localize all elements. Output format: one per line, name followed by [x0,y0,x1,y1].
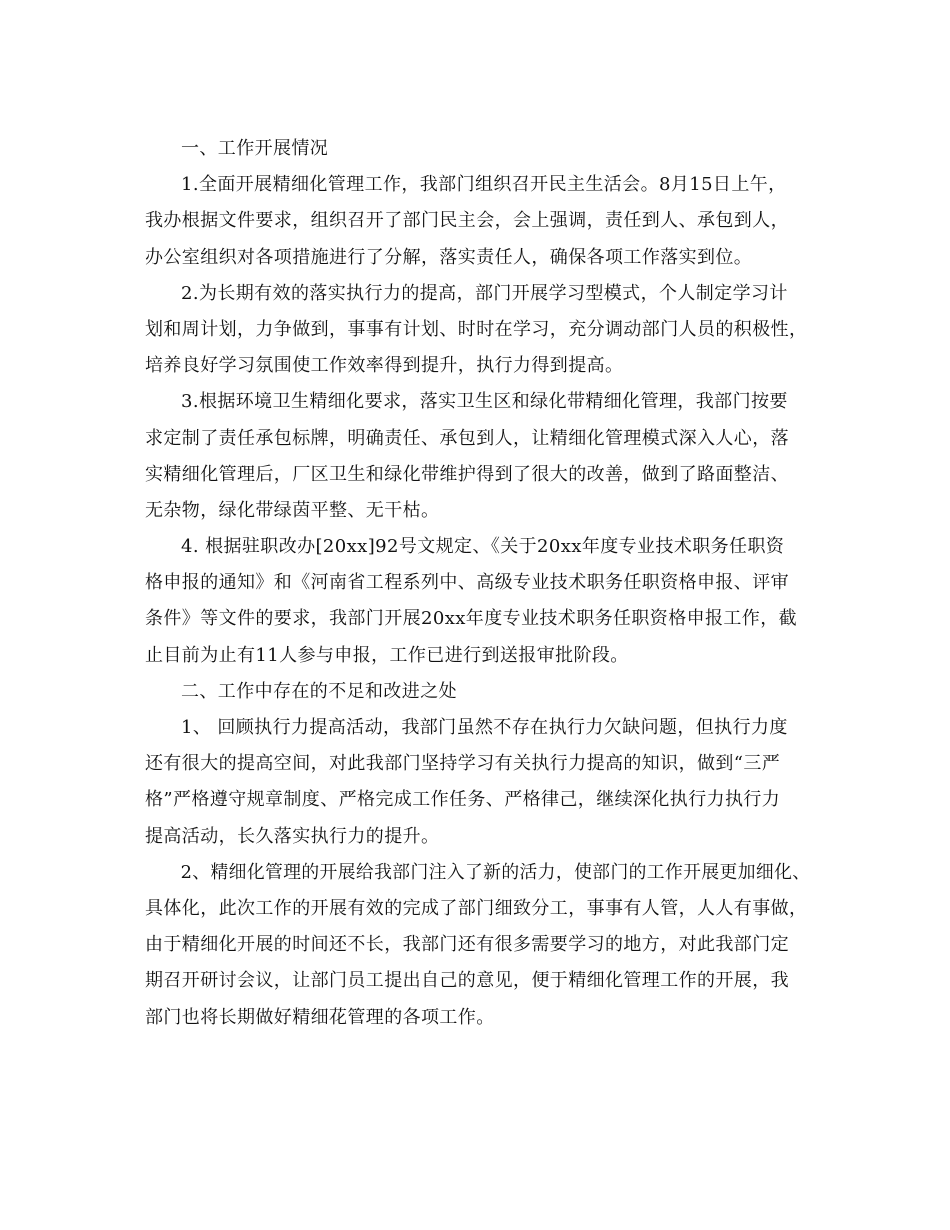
text-line: 期召开研讨会议，让部门员工提出自己的意见，便于精细化管理工作的开展，我 [145,970,789,992]
text-line: 办公室组织对各项措施进行了分解，落实责任人，确保各项工作落实到位。 [145,246,753,268]
text-line: 提高活动，长久落实执行力的提升。 [145,825,440,847]
text-line: 还有很大的提高空间，对此我部门坚持学习有关执行力提高的知识，做到“三严 [145,753,781,775]
text-line: 划和周计划，力争做到，事事有计划、时时在学习，充分调动部门人员的积极性， [145,318,808,340]
text-line: 条件》等文件的要求，我部门开展20xx年度专业技术职务任职资格申报工作，截 [145,608,798,630]
text-line: 一、工作开展情况 [181,138,329,159]
text-line: 培养良好学习氛围使工作效率得到提升，执行力得到提高。 [145,355,624,377]
text-line: 3.根据环境卫生精细化要求，落实卫生区和绿化带精细化管理，我部门按要 [181,391,788,413]
text-line: 2.为长期有效的落实执行力的提高，部门开展学习型模式，个人制定学习计 [181,282,788,304]
text-line: 1.全面开展精细化管理工作，我部门组织召开民主生活会。8月15日上午， [181,174,787,196]
text-line: 实精细化管理后，厂区卫生和绿化带维护得到了很大的改善，做到了路面整洁、 [145,463,789,485]
text-line: 无杂物，绿化带绿茵平整、无干枯。 [145,499,440,521]
text-line: 格”严格遵守规章制度、严格完成工作任务、严格律己，继续深化执行力执行力 [145,789,781,811]
text-line: 4. 根据驻职改办[20xx]92号文规定、《关于20xx年度专业技术职务任职资 [181,536,785,558]
text-line: 具体化，此次工作的开展有效的完成了部门细致分工，事事有人管，人人有事做， [145,897,808,919]
text-line: 1、 回顾执行力提高活动，我部门虽然不存在执行力欠缺问题，但执行力度 [181,717,788,738]
text-line: 部门也将长期做好精细花管理的各项工作。 [145,1006,495,1028]
document-body [145,131,810,1036]
text-line: 二、工作中存在的不足和改进之处 [181,680,457,702]
text-line: 由于精细化开展的时间还不长，我部门还有很多需要学习的地方，对此我部门定 [145,934,789,956]
text-line: 格申报的通知》和《河南省工程系列中、高级专业技术职务任职资格申报、评审 [145,572,789,594]
text-line: 止目前为止有11人参与申报，工作已进行到送报审批阶段。 [145,644,629,666]
text-line: 我办根据文件要求，组织召开了部门民主会，会上强调，责任到人、承包到人， [145,210,789,232]
text-line: 2、精细化管理的开展给我部门注入了新的活力，使部门的工作开展更加细化、 [180,861,811,883]
text-line: 求定制了责任承包标牌，明确责任、承包到人，让精细化管理模式深入人心，落 [145,427,789,449]
